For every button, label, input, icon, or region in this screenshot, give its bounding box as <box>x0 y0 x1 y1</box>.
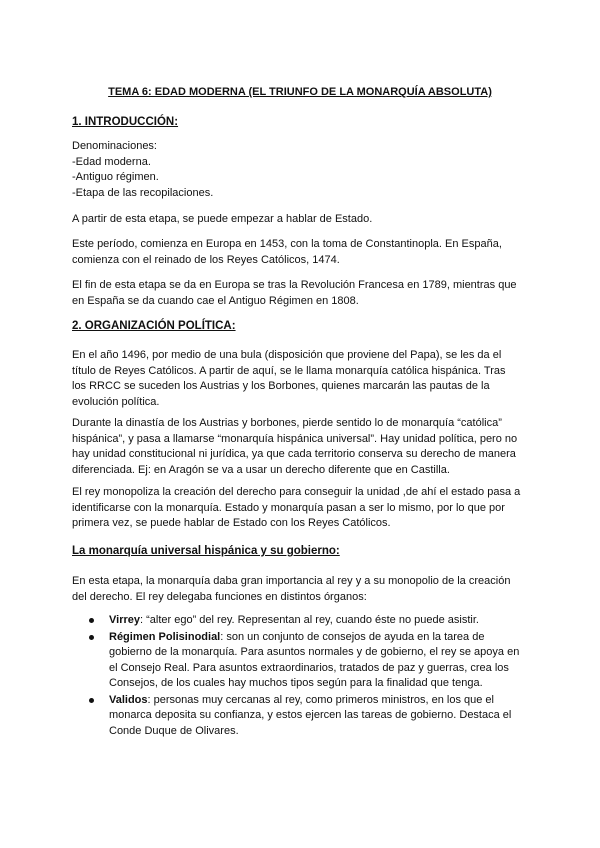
list-item-term: Virrey <box>109 614 140 626</box>
subsection-heading: La monarquía universal hispánica y su gobierno: <box>72 545 340 557</box>
intro-paragraph-2 <box>72 237 532 268</box>
text-line: Conde Duque de Olivares. <box>109 724 239 737</box>
text-line: el Consejo Real. Para asuntos extraordinarios, tratados de paz y guerras, crea los <box>109 661 509 674</box>
bullet-icon <box>89 635 94 640</box>
list-item <box>72 613 542 629</box>
bullet-icon <box>89 698 94 703</box>
text-line: hispánica”, y pasa a llamarse “monarquía hispánica universal”. Hay unidad política, pero no <box>72 432 518 445</box>
text-line: El fin de esta etapa se da en Europa se tras la Revolución Francesa en 1789, mientras que <box>72 279 517 291</box>
text-line: del derecho. El rey delegaba funciones en distintos órganos: <box>72 590 367 603</box>
document-title: TEMA 6: EDAD MODERNA (EL TRIUNFO DE LA MONARQUÍA ABSOLUTA) <box>108 86 492 98</box>
text-line: gobierno de la monarquía. Para asuntos normales y de gobierno, el rey se apoya en <box>109 646 520 658</box>
text-line: Este período, comienza en Europa en 1453, con la toma de Constantinopla. En España, <box>72 238 502 250</box>
text-line: El rey monopoliza la creación del derecho para conseguir la unidad ,de ahí el estado pasa a <box>72 486 521 498</box>
text-line: Consejos, de los cuales hay muchos tipos según para la finalidad que tenga. <box>109 677 483 689</box>
text-line: en España se da cuando cae el Antiguo Régimen en 1808. <box>72 294 359 307</box>
text-line: hay unidad constitucional ni jurídica, ya que cada territorio conserva su derecho de manera <box>72 448 516 460</box>
org-heading: 2. ORGANIZACIÓN POLÍTICA: <box>72 320 236 332</box>
text-line: primera vez, se puede hablar de Estado con los Reyes Católicos. <box>72 517 391 529</box>
text-line: En esta etapa, la monarquía daba gran importancia al rey y a su monopolio de la creación <box>72 575 511 587</box>
list-item <box>72 693 542 740</box>
org-paragraph-1 <box>72 348 532 410</box>
text-line: evolución política. <box>72 395 160 408</box>
text-line: -Edad moderna. <box>72 155 151 168</box>
intro-denominaciones <box>72 139 532 201</box>
text-line: Durante la dinastía de los Austrias y borbones, pierde sentido lo de monarquía “católica” <box>72 417 502 429</box>
text-line: : “alter ego” del rey. Representan al rey, cuando éste no puede asistir. <box>140 614 479 626</box>
text-line: -Etapa de las recopilaciones. <box>72 186 214 199</box>
intro-paragraph-3 <box>72 278 532 309</box>
list-item-term: Régimen Polisinodial <box>109 630 221 643</box>
bullet-icon <box>89 618 94 623</box>
intro-paragraph-1 <box>72 212 532 228</box>
text-line: A partir de esta etapa, se puede empezar a hablar de Estado. <box>72 213 373 225</box>
list-item-term: Validos <box>109 693 148 706</box>
text-line: diferenciada. Ej: en Aragón se va a usar un derecho diferente que en Castilla. <box>72 463 450 476</box>
org-paragraph-3 <box>72 485 532 532</box>
text-line: monarca deposita su confianza, y estos ejercen las tareas de gobierno. Destaca el <box>109 709 512 721</box>
text-line: comienza con el reinado de los Reyes Católicos, 1474. <box>72 253 340 266</box>
org-paragraph-2 <box>72 416 532 478</box>
text-line: los RRCC se suceden los Austrias y los Borbones, quienes marcarán las pautas de la <box>72 380 490 392</box>
text-line: identificarse con la monarquía. Estado y monarquía pasan a ser lo mismo, por lo que por <box>72 501 505 514</box>
text-line: En el año 1496, por medio de una bula (disposición que proviene del Papa), se les da el <box>72 349 502 361</box>
text-line: Denominaciones: <box>72 140 157 152</box>
text-line: : son un conjunto de consejos de ayuda en la tarea de <box>220 630 485 643</box>
text-line: : personas muy cercanas al rey, como primeros ministros, en los que el <box>147 693 494 706</box>
text-line: -Antiguo régimen. <box>72 171 159 183</box>
intro-heading: 1. INTRODUCCIÓN: <box>72 116 179 128</box>
list-item <box>72 630 542 692</box>
organs-list <box>72 613 542 740</box>
text-line: título de Reyes Católicos. A partir de aquí, se le llama monarquía católica hispánica. Tras <box>72 364 506 377</box>
subsection-paragraph <box>72 574 532 605</box>
